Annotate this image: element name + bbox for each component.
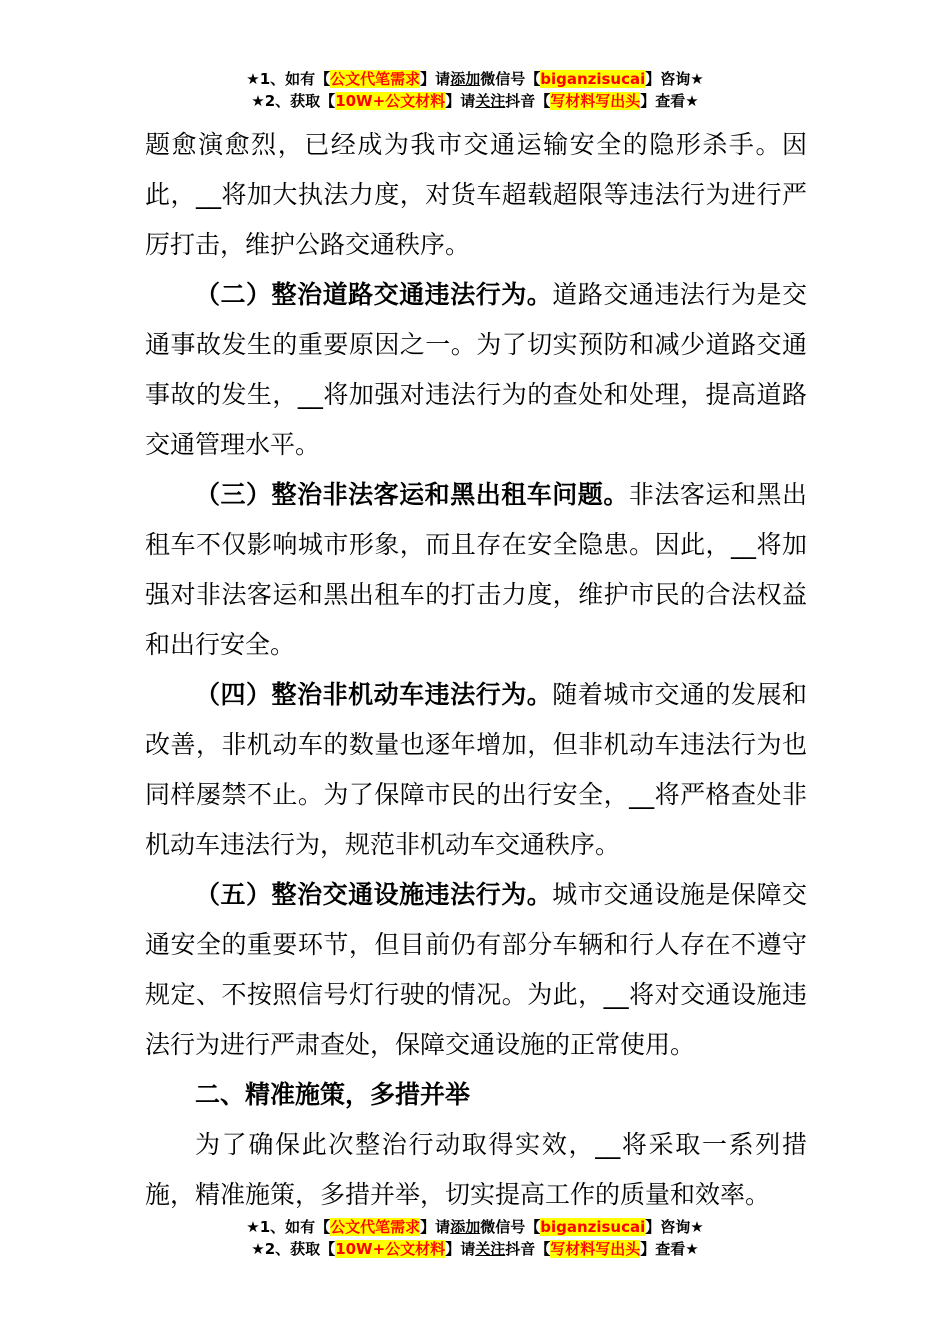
- banner-text: 】查看★: [640, 1240, 699, 1258]
- banner-underline: 关注: [475, 1240, 506, 1258]
- banner-text: 】查看★: [640, 92, 699, 110]
- banner-highlight: 10W+公文材料: [335, 92, 446, 110]
- banner-text: 】咨询★: [645, 1218, 704, 1236]
- paragraph: [145, 870, 807, 1070]
- banner-underline: 添加: [450, 1218, 481, 1236]
- banner-text: 】请: [420, 70, 451, 88]
- footer-banner: [0, 1216, 950, 1260]
- banner-text: 】咨询★: [645, 70, 704, 88]
- banner-text: 抖音【: [505, 1240, 551, 1258]
- banner-highlight: 写材料写出头: [550, 92, 641, 110]
- section-heading: （四）整治非机动车违法行为。: [195, 680, 553, 709]
- paragraph-text: 非法客运和黑出租车不仅影响城市形象，而且存在安全隐患。因此，__将加强对非法客运和黑出租车的打击力度，维护市民的合法权益和出行安全。: [145, 480, 807, 659]
- paragraph-text: 道路交通违法行为是交通事故发生的重要原因之一。为了切实预防和减少道路交通事故的发生，__将加强对违法行为的查处和处理，提高道路交通管理水平。: [145, 280, 807, 459]
- banner-highlight: 写材料写出头: [550, 1240, 641, 1258]
- paragraph: 为了确保此次整治行动取得实效，__将采取一系列措施，精准施策，多措并举，切实提高工作的质量和效率。: [145, 1130, 807, 1209]
- banner-highlight: 10W+公文材料: [335, 1240, 446, 1258]
- banner-text: ★1、如有【: [246, 70, 331, 88]
- banner-line-1: [0, 68, 950, 90]
- banner-underline: 关注: [475, 92, 506, 110]
- banner-underline: 添加: [450, 70, 481, 88]
- banner-text: 】请: [445, 92, 476, 110]
- section-heading: （二）整治道路交通违法行为。: [195, 280, 553, 309]
- banner-text: ★1、如有【: [246, 1218, 331, 1236]
- paragraph: [145, 270, 807, 470]
- banner-highlight: biganzisucai: [540, 1218, 646, 1236]
- banner-text: ★2、获取【: [251, 1240, 336, 1258]
- section-heading: （三）整治非法客运和黑出租车问题。: [195, 480, 629, 509]
- paragraph: [145, 670, 807, 870]
- banner-text: 】请: [420, 1218, 451, 1236]
- paragraph: [145, 470, 807, 670]
- banner-line-1: [0, 1216, 950, 1238]
- banner-line-2: [0, 1238, 950, 1260]
- section-heading: （五）整治交通设施违法行为。: [195, 880, 553, 909]
- banner-text: ★2、获取【: [251, 92, 336, 110]
- banner-highlight: 公文代笔需求: [330, 1218, 421, 1236]
- banner-line-2: [0, 90, 950, 112]
- chapter-heading: 二、精准施策，多措并举: [195, 1080, 471, 1109]
- document-body: [145, 120, 807, 1220]
- banner-text: 抖音【: [505, 92, 551, 110]
- banner-text: 微信号【: [480, 70, 541, 88]
- paragraph: 题愈演愈烈，已经成为我市交通运输安全的隐形杀手。因此，__将加大执法力度，对货车超载超限等违法行为进行严厉打击，维护公路交通秩序。: [145, 130, 807, 259]
- paragraph-text: 随着城市交通的发展和改善，非机动车的数量也逐年增加，但非机动车违法行为也同样屡禁不止。为了保障市民的出行安全，__将严格查处非机动车违法行为，规范非机动车交通秩序。: [145, 680, 807, 859]
- banner-highlight: biganzisucai: [540, 70, 646, 88]
- banner-highlight: 公文代笔需求: [330, 70, 421, 88]
- paragraph-text: 城市交通设施是保障交通安全的重要环节，但目前仍有部分车辆和行人存在不遵守规定、不按照信号灯行驶的情况。为此，__将对交通设施违法行为进行严肃查处，保障交通设施的正常使用。: [145, 880, 807, 1059]
- header-banner: [0, 68, 950, 112]
- banner-text: 】请: [445, 1240, 476, 1258]
- banner-text: 微信号【: [480, 1218, 541, 1236]
